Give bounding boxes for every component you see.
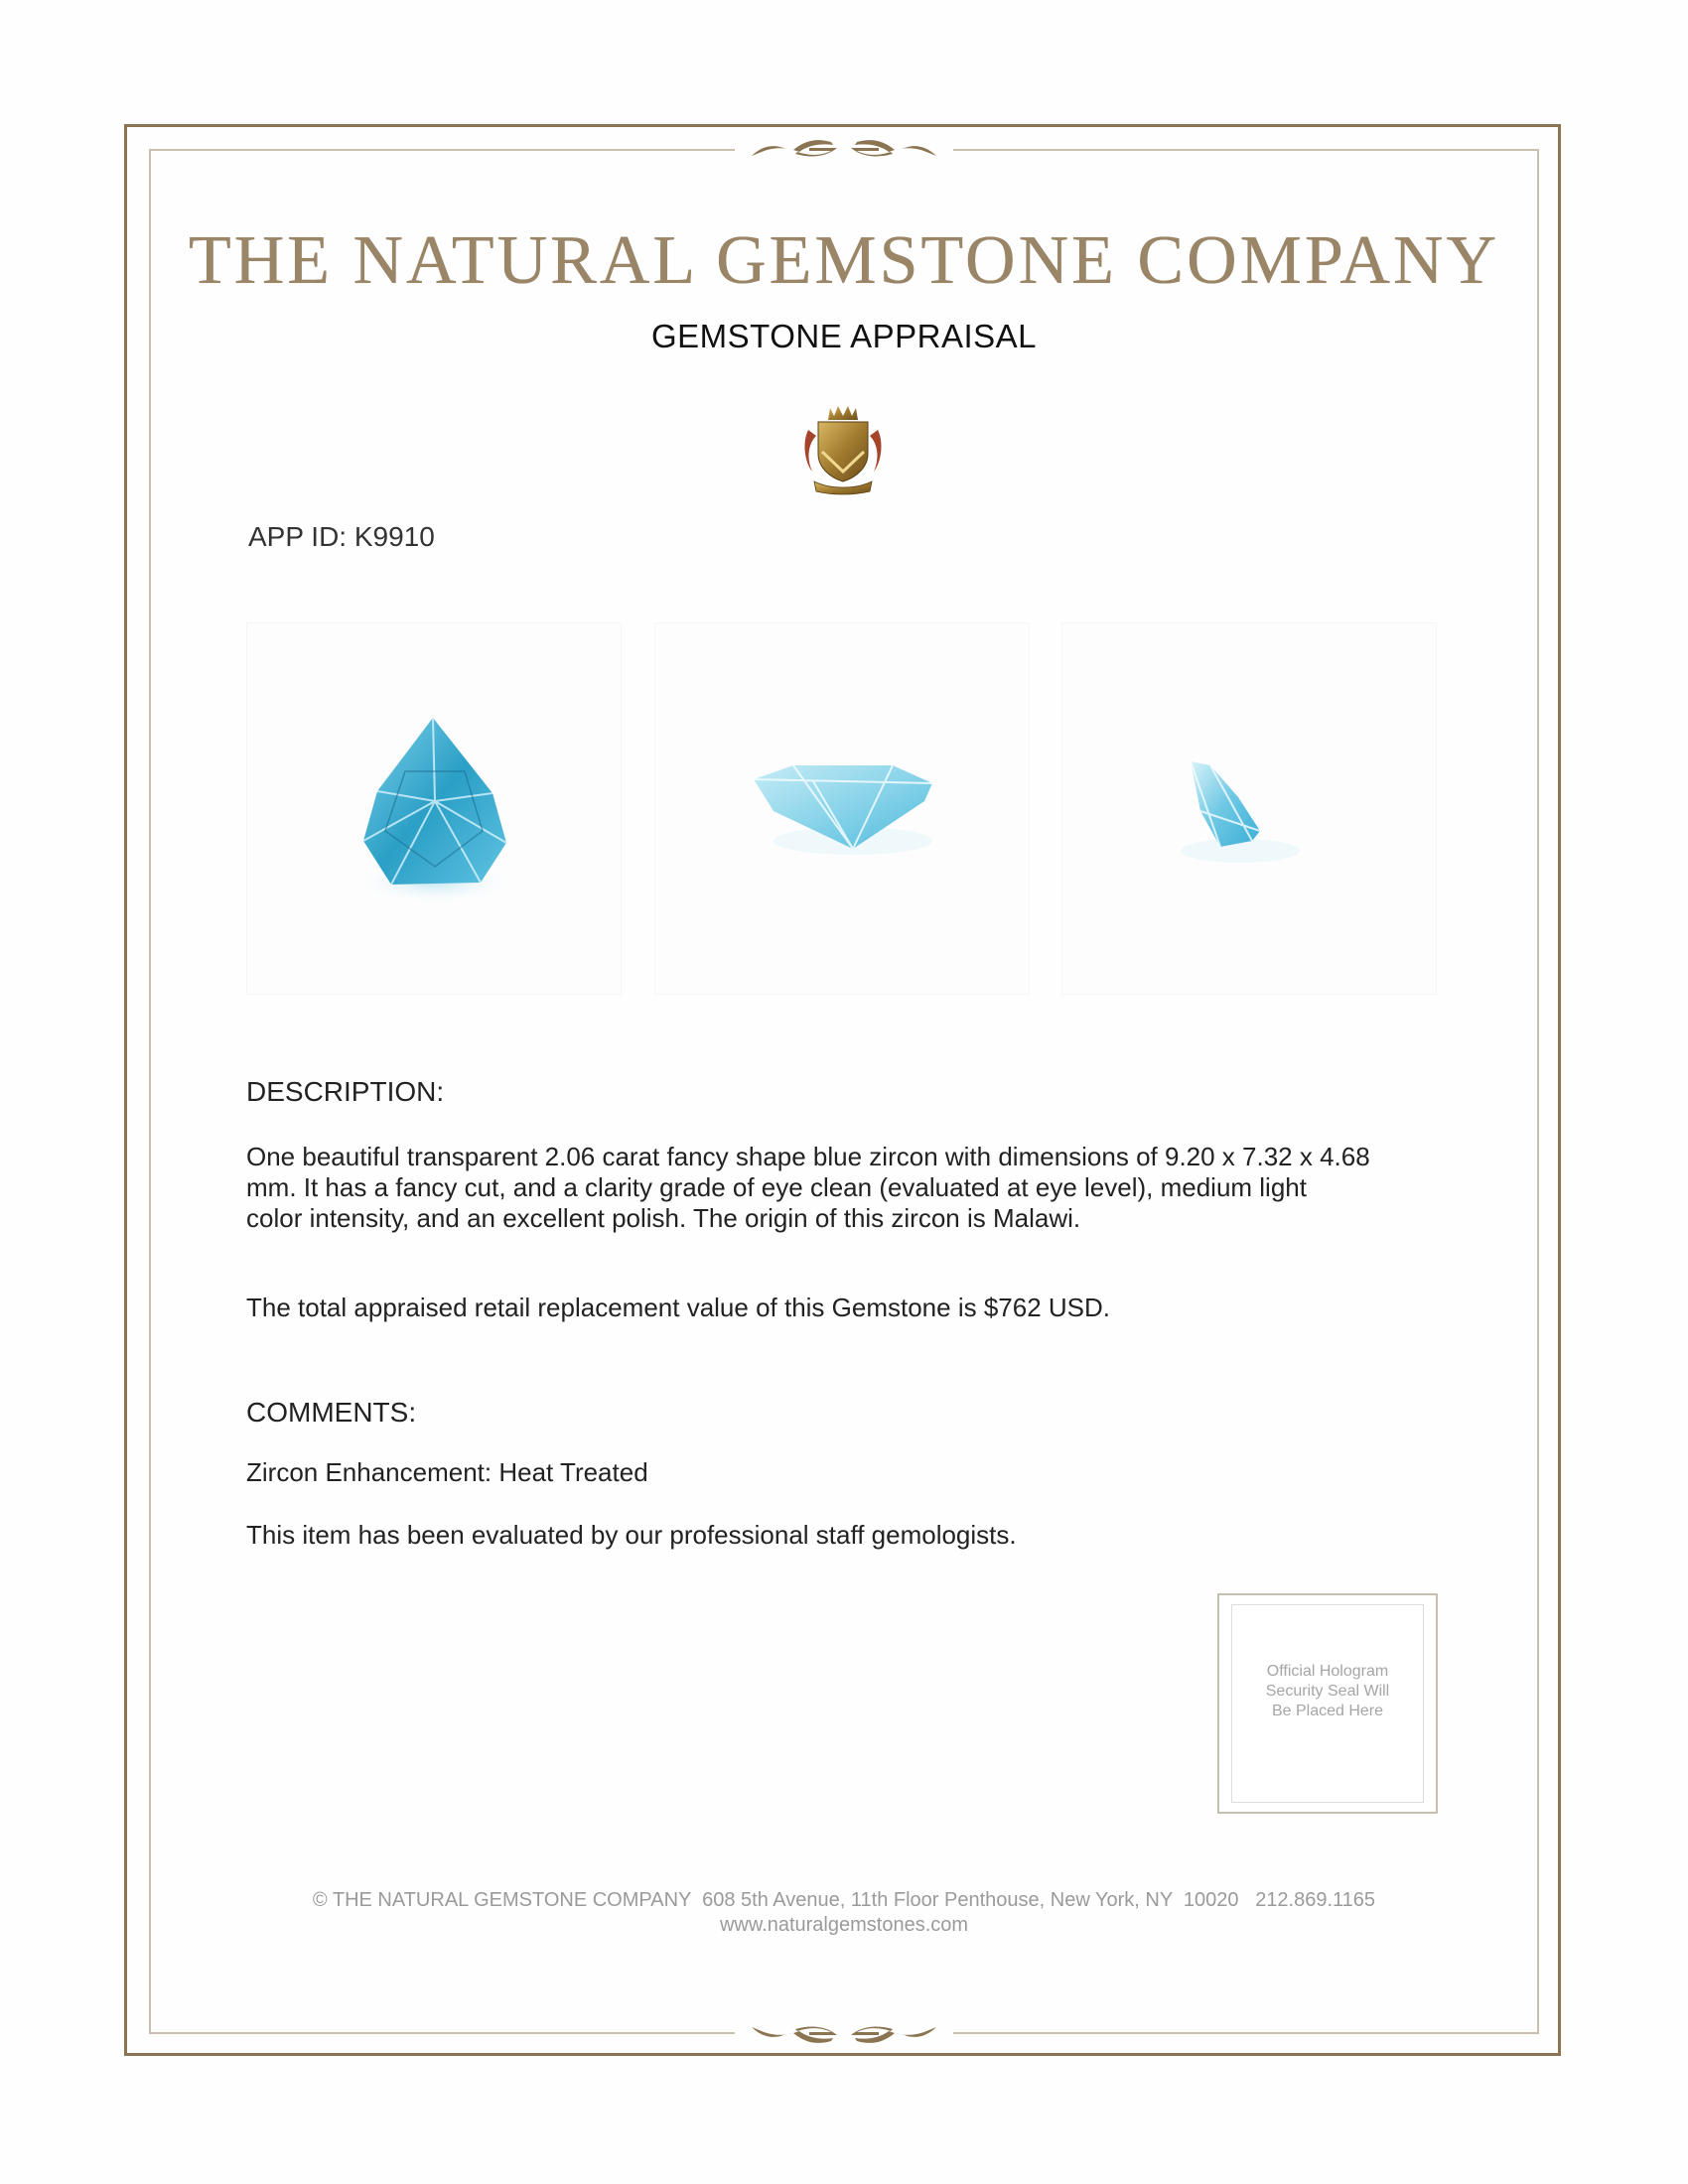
gemstone-photo-gallery xyxy=(246,622,1438,995)
description-line: One beautiful transparent 2.06 carat fancy shape blue zircon with dimensions of 9.20 x 7.32 x 4.68 xyxy=(246,1142,1370,1171)
footer-address: © THE NATURAL GEMSTONE COMPANY 608 5th Avenue, 11th Floor Penthouse, New York, NY 10020 212.869.1165 xyxy=(312,1889,1376,1911)
evaluation-note: This item has been evaluated by our professional staff gemologists. xyxy=(246,1520,1017,1550)
bottom-flourish-ornament-icon xyxy=(735,2017,953,2051)
top-flourish-ornament-icon xyxy=(735,132,953,166)
hologram-line: Official Hologram xyxy=(1266,1663,1389,1680)
description-line: color intensity, and an excellent polish. The origin of this zircon is Malawi. xyxy=(246,1203,1081,1233)
heraldic-crest-icon xyxy=(800,402,886,496)
description-line: mm. It has a fancy cut, and a clarity grade of eye clean (evaluated at eye level), medium light xyxy=(246,1172,1307,1202)
description-heading: DESCRIPTION: xyxy=(246,1076,445,1107)
gem-photo-top-view xyxy=(246,622,622,995)
hologram-seal-text xyxy=(1266,1662,1389,1721)
document-title: GEMSTONE APPRAISAL xyxy=(650,318,1038,354)
hologram-seal-placeholder xyxy=(1217,1593,1438,1814)
appraised-value-statement: The total appraised retail replacement value of this Gemstone is $762 USD. xyxy=(246,1293,1111,1322)
footer-website-link[interactable]: www.naturalgemstones.com xyxy=(719,1914,969,1936)
gem-photo-side-view xyxy=(654,622,1030,995)
appraisal-id: APP ID: K9910 xyxy=(248,521,435,552)
hologram-line: Be Placed Here xyxy=(1271,1703,1384,1719)
description-paragraph xyxy=(246,1142,1438,1234)
hologram-seal-inner-box xyxy=(1231,1604,1424,1803)
company-name-title: THE NATURAL GEMSTONE COMPANY xyxy=(188,222,1500,299)
enhancement-comment: Zircon Enhancement: Heat Treated xyxy=(246,1457,648,1487)
hologram-line: Security Seal Will xyxy=(1265,1683,1390,1700)
gem-photo-angled-view xyxy=(1061,622,1437,995)
comments-heading: COMMENTS: xyxy=(246,1397,417,1428)
